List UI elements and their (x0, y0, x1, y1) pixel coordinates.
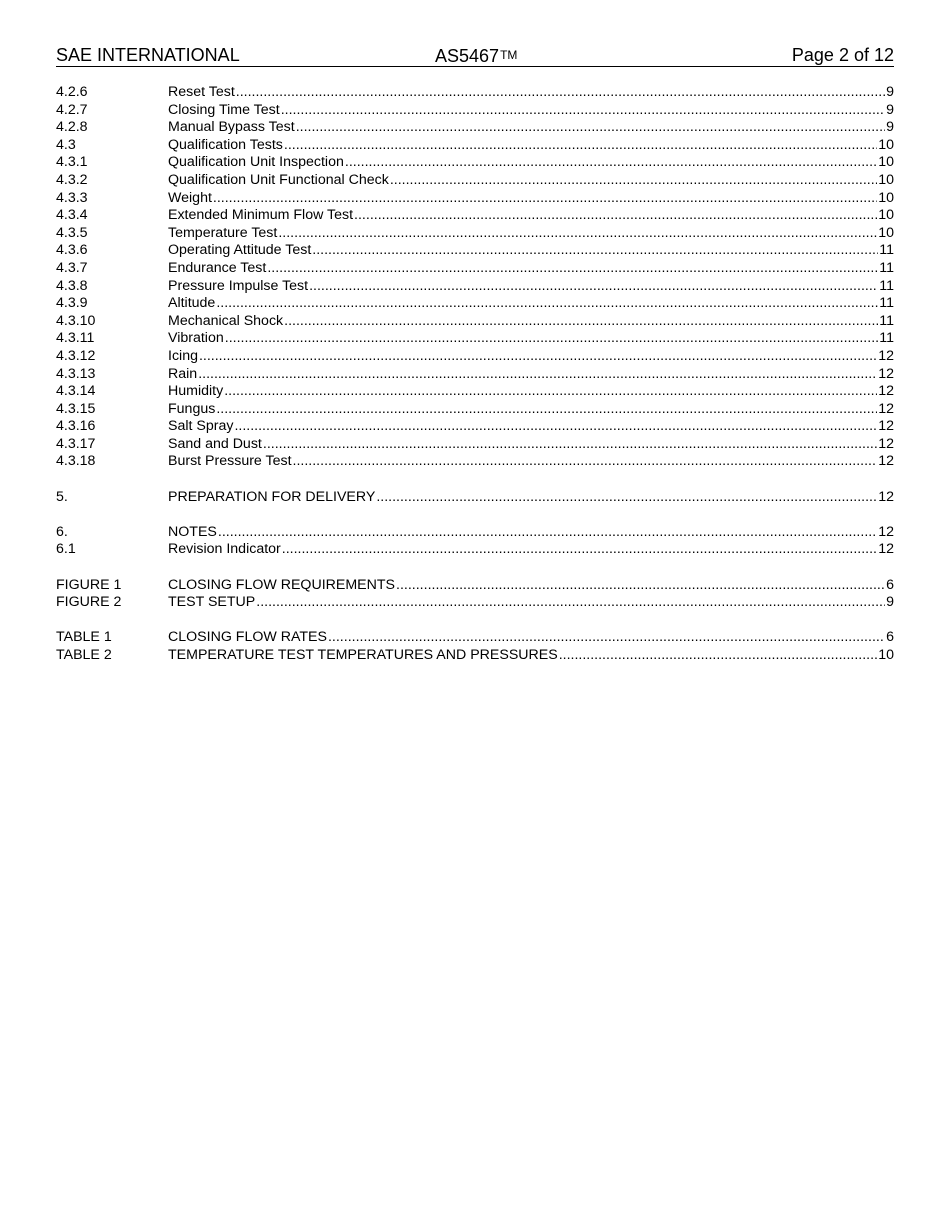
toc-entry-number: 4.3.2 (56, 171, 88, 188)
organization-name: SAE INTERNATIONAL (56, 45, 240, 65)
toc-entry[interactable] (56, 84, 894, 102)
toc-entry-title: Humidity (168, 383, 224, 400)
toc-entry-number: 4.3.15 (56, 400, 96, 417)
toc-entry[interactable] (56, 647, 894, 665)
toc-entry-page: 10 (878, 136, 894, 153)
toc-entry-page: 10 (878, 207, 894, 224)
toc-dot-leader (281, 102, 885, 120)
toc-dot-leader (267, 260, 878, 278)
toc-dot-leader (198, 366, 877, 384)
toc-entry-page: 10 (878, 224, 894, 241)
toc-entry[interactable] (56, 594, 894, 612)
toc-entry[interactable] (56, 102, 894, 120)
toc-entry[interactable] (56, 313, 894, 331)
toc-entry-number: 4.3.12 (56, 347, 96, 364)
toc-dot-leader (236, 84, 885, 102)
toc-entry-page: 12 (878, 400, 894, 417)
toc-dot-leader (225, 330, 879, 348)
toc-entry-page: 11 (879, 330, 894, 347)
toc-entry-page: 12 (878, 435, 894, 452)
toc-entry-number: 4.2.8 (56, 119, 88, 136)
toc-entry[interactable] (56, 489, 894, 507)
toc-entry-number: 4.3.17 (56, 435, 96, 452)
toc-entry-number: 4.3.1 (56, 154, 88, 171)
toc-dot-leader (284, 137, 877, 155)
document-number (435, 44, 517, 67)
toc-group (56, 489, 894, 507)
toc-entry-page: 10 (878, 647, 894, 663)
toc-entry-page: 9 (886, 119, 894, 136)
toc-entry-number: 4.3.11 (56, 330, 95, 347)
toc-entry[interactable] (56, 295, 894, 313)
toc-entry-title: Salt Spray (168, 418, 234, 435)
toc-entry-number: 4.3.13 (56, 365, 96, 382)
toc-entry[interactable] (56, 330, 894, 348)
toc-entry-number: 4.3.5 (56, 224, 88, 241)
toc-entry-page: 9 (886, 101, 894, 118)
toc-entry-number: 6. (56, 523, 68, 540)
toc-entry-page: 12 (878, 365, 894, 382)
toc-entry-number: 4.3.4 (56, 207, 88, 224)
toc-dot-leader (199, 348, 877, 366)
toc-entry[interactable] (56, 172, 894, 190)
toc-entry[interactable] (56, 119, 894, 137)
toc-dot-leader (282, 541, 877, 559)
toc-entry[interactable] (56, 577, 894, 595)
toc-entry-title: Rain (168, 365, 198, 382)
toc-entry-page: 6 (886, 629, 894, 646)
toc-entry-title: Qualification Unit Inspection (168, 154, 344, 171)
toc-entry-title: PREPARATION FOR DELIVERY (168, 488, 376, 505)
toc-dot-leader (296, 119, 885, 137)
trademark-mark: TM (500, 48, 518, 62)
toc-entry-number: 4.3 (56, 136, 76, 153)
toc-entry-title: Mechanical Shock (168, 312, 284, 329)
toc-entry-title: TEST SETUP (168, 594, 256, 611)
toc-dot-leader (559, 647, 878, 665)
toc-entry-title: CLOSING FLOW RATES (168, 629, 327, 646)
toc-entry-page: 6 (886, 576, 894, 593)
toc-dot-leader (328, 629, 885, 647)
toc-entry-title: Sand and Dust (168, 435, 262, 452)
toc-group (56, 577, 894, 612)
toc-entry-page: 9 (886, 594, 894, 611)
toc-dot-leader (216, 401, 877, 419)
toc-entry-title: Vibration (168, 330, 224, 347)
document-number-text: AS5467 (435, 46, 500, 66)
toc-entry-page: 10 (878, 189, 894, 206)
toc-entry-page: 12 (878, 418, 894, 435)
toc-entry[interactable] (56, 401, 894, 419)
toc-entry-number: FIGURE 2 (56, 594, 122, 611)
toc-entry-title: Closing Time Test (168, 101, 280, 118)
page-header (56, 44, 894, 67)
toc-entry-page: 11 (879, 277, 894, 294)
toc-dot-leader (345, 154, 877, 172)
toc-entry-page: 12 (878, 383, 894, 400)
toc-dot-leader (216, 295, 878, 313)
toc-entry[interactable] (56, 260, 894, 278)
toc-dot-leader (354, 207, 877, 225)
toc-entry-page: 10 (878, 154, 894, 171)
toc-entry[interactable] (56, 366, 894, 384)
toc-entry-title: Revision Indicator (168, 541, 281, 558)
toc-entry-page: 11 (879, 259, 894, 276)
toc-entry-title: Icing (168, 347, 198, 364)
page-number: Page 2 of 12 (791, 45, 894, 65)
toc-entry-page: 12 (878, 453, 894, 470)
toc-dot-leader (278, 225, 877, 243)
toc-entry-title: Weight (168, 189, 212, 206)
toc-entry-number: 4.3.7 (56, 259, 88, 276)
toc-dot-leader (284, 313, 878, 331)
toc-entry-title: Endurance Test (168, 259, 267, 276)
toc-entry[interactable] (56, 524, 894, 542)
toc-entry[interactable] (56, 207, 894, 225)
toc-entry-page: 12 (878, 541, 894, 558)
toc-entry-title: TEMPERATURE TEST TEMPERATURES AND PRESSURES (168, 647, 558, 663)
toc-entry[interactable] (56, 348, 894, 366)
toc-entry-title: Altitude (168, 295, 216, 312)
toc-entry[interactable] (56, 225, 894, 243)
toc-dot-leader (396, 577, 885, 595)
toc-entry-number: TABLE 2 (56, 647, 112, 663)
toc-entry[interactable] (56, 137, 894, 155)
toc-entry-title: Temperature Test (168, 224, 278, 241)
toc-entry-page: 12 (878, 488, 894, 505)
toc-entry-page: 9 (886, 84, 894, 100)
toc-dot-leader (376, 489, 877, 507)
toc-entry-page: 11 (879, 312, 894, 329)
toc-dot-leader (213, 190, 877, 208)
toc-entry[interactable] (56, 453, 894, 471)
toc-entry-number: 4.2.6 (56, 84, 88, 100)
toc-entry-title: Pressure Impulse Test (168, 277, 309, 294)
toc-entry-number: 4.3.18 (56, 453, 96, 470)
toc-entry-title: Qualification Tests (168, 136, 283, 153)
toc-entry-number: 4.2.7 (56, 101, 88, 118)
toc-entry-title: Reset Test (168, 84, 235, 100)
toc-entry-page: 12 (878, 523, 894, 540)
toc-dot-leader (218, 524, 877, 542)
toc-dot-leader (390, 172, 877, 190)
toc-entry[interactable] (56, 629, 894, 647)
toc-entry-number: 4.3.10 (56, 312, 96, 329)
toc-entry-title: Extended Minimum Flow Test (168, 207, 354, 224)
toc-group (56, 524, 894, 559)
table-of-contents (56, 84, 894, 682)
toc-entry[interactable] (56, 190, 894, 208)
toc-entry-number: 4.3.9 (56, 295, 88, 312)
toc-entry-number: 4.3.14 (56, 383, 96, 400)
toc-entry-number: 5. (56, 488, 68, 505)
toc-group (56, 84, 894, 471)
toc-entry-title: NOTES (168, 523, 217, 540)
toc-dot-leader (234, 418, 877, 436)
toc-dot-leader (309, 278, 878, 296)
toc-entry-title: Operating Attitude Test (168, 242, 312, 259)
toc-entry[interactable] (56, 383, 894, 401)
toc-entry[interactable] (56, 541, 894, 559)
toc-entry-number: FIGURE 1 (56, 576, 122, 593)
toc-entry-number: 4.3.6 (56, 242, 88, 259)
toc-entry-title: CLOSING FLOW REQUIREMENTS (168, 576, 396, 593)
toc-entry-number: 4.3.3 (56, 189, 88, 206)
toc-dot-leader (256, 594, 885, 612)
toc-entry[interactable] (56, 242, 894, 260)
toc-dot-leader (293, 453, 878, 471)
toc-entry-number: 4.3.16 (56, 418, 96, 435)
toc-dot-leader (263, 436, 877, 454)
toc-entry-title: Manual Bypass Test (168, 119, 295, 136)
toc-entry-title: Qualification Unit Functional Check (168, 171, 389, 188)
toc-entry[interactable] (56, 436, 894, 454)
toc-entry-page: 11 (879, 242, 894, 259)
toc-dot-leader (312, 242, 878, 260)
toc-entry-page: 11 (879, 295, 894, 312)
toc-entry-number: TABLE 1 (56, 629, 112, 646)
toc-entry[interactable] (56, 154, 894, 172)
toc-entry-title: Fungus (168, 400, 216, 417)
toc-entry-page: 12 (878, 347, 894, 364)
toc-entry[interactable] (56, 418, 894, 436)
toc-group (56, 629, 894, 664)
toc-entry-page: 10 (878, 171, 894, 188)
toc-entry-number: 6.1 (56, 541, 76, 558)
toc-entry[interactable] (56, 278, 894, 296)
toc-entry-number: 4.3.8 (56, 277, 88, 294)
toc-entry-title: Burst Pressure Test (168, 453, 292, 470)
toc-dot-leader (224, 383, 877, 401)
